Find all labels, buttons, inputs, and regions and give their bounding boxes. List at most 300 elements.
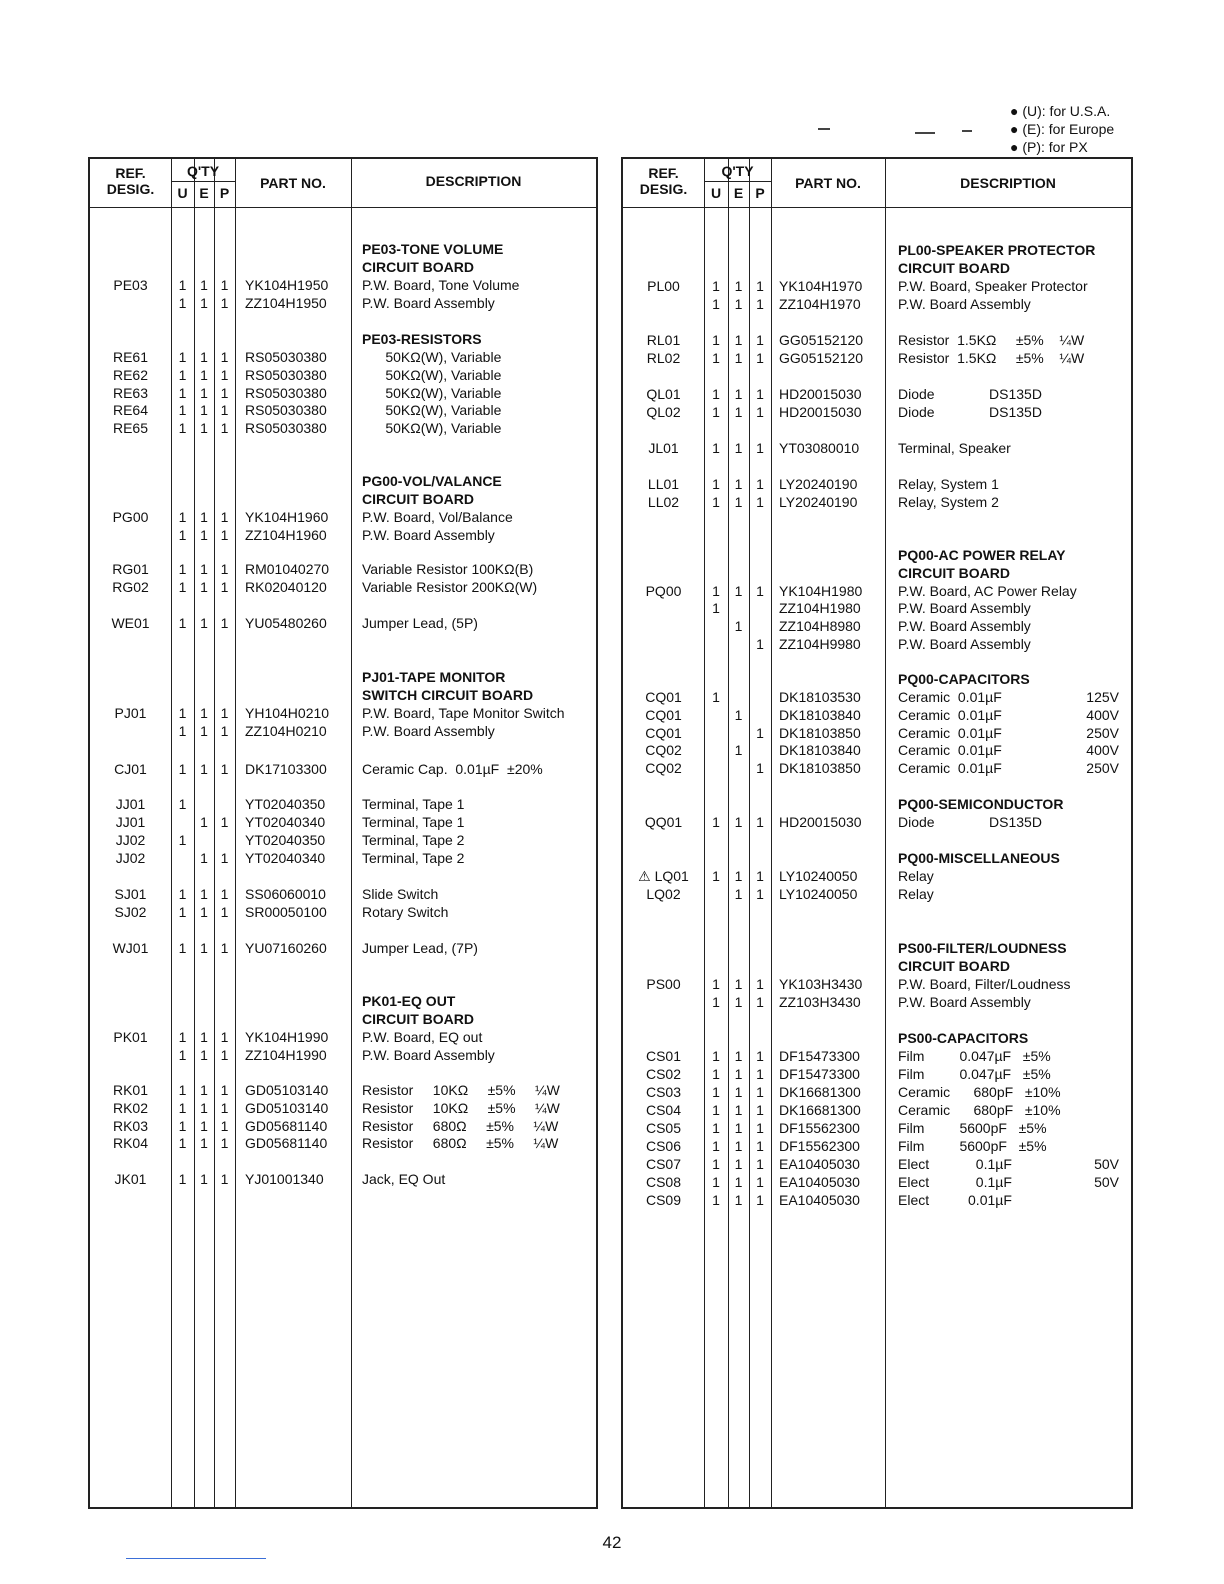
ref-designator: QQ01 <box>644 814 683 830</box>
description: Slide Switch <box>362 886 439 902</box>
qty-p: 1 <box>220 705 229 721</box>
part-number: HD20015030 <box>779 404 862 420</box>
ref-designator: CQ01 <box>645 689 682 705</box>
rating: 50V <box>1094 1156 1119 1172</box>
ref-designator: RE62 <box>112 367 149 383</box>
table-row <box>90 560 596 578</box>
qty-p: 1 <box>220 1029 229 1045</box>
part-no-header: PART NO. <box>260 175 326 191</box>
qty-u: 1 <box>178 1118 187 1134</box>
ref-designator: CS07 <box>645 1156 682 1172</box>
table-row <box>623 403 1131 421</box>
legend-px: ● (P): for PX <box>1010 139 1088 155</box>
qty-u: 1 <box>712 1084 720 1100</box>
ref-desig-header <box>90 165 171 197</box>
table-row <box>623 975 1131 993</box>
part-number: GD05681140 <box>245 1135 328 1151</box>
qty-p: 1 <box>756 476 764 492</box>
description: Jack, EQ Out <box>362 1171 446 1187</box>
description: P.W. Board, Vol/Balance <box>362 509 513 525</box>
ref-designator: RL01 <box>646 332 681 348</box>
qty-p: 1 <box>220 723 229 739</box>
qty-e: 1 <box>200 527 208 543</box>
part-number: DK18103840 <box>779 707 861 723</box>
qty-p: 1 <box>756 1174 764 1190</box>
part-number: YJ01001340 <box>245 1171 324 1187</box>
qty-e: 1 <box>200 1118 208 1134</box>
ref-designator: PG00 <box>112 509 149 525</box>
part-number: ZZ104H1990 <box>245 1047 327 1063</box>
part-number: SR00050100 <box>245 904 327 920</box>
table-row <box>623 1173 1131 1191</box>
part-number: GD05103140 <box>245 1100 329 1116</box>
qty-u: 1 <box>712 296 720 312</box>
part-number: YK104H1970 <box>779 278 863 294</box>
section-heading: CIRCUIT BOARD <box>362 491 474 507</box>
qty-p: 1 <box>756 296 764 312</box>
section-heading: SWITCH CIRCUIT BOARD <box>362 687 534 703</box>
qty-u: 1 <box>178 1082 187 1098</box>
qty-p-header: P <box>219 185 230 201</box>
qty-p: 1 <box>756 386 764 402</box>
description: Terminal, Tape 1 <box>362 814 465 830</box>
table-row <box>623 635 1131 653</box>
ref-designator: CQ02 <box>645 760 682 776</box>
section-heading: PL00-SPEAKER PROTECTOR <box>898 242 1096 258</box>
qty-e: 1 <box>734 404 743 420</box>
rating: 125V <box>1086 689 1119 705</box>
ref-designator: CQ01 <box>645 707 682 723</box>
qty-u: 1 <box>712 994 720 1010</box>
qty-e: 1 <box>200 1100 208 1116</box>
qty-e: 1 <box>734 1192 743 1208</box>
ref-designator: QL01 <box>646 386 681 402</box>
qty-e: 1 <box>734 994 743 1010</box>
ref-designator: CS06 <box>645 1138 682 1154</box>
section-heading-row <box>623 849 1131 867</box>
qty-p: 1 <box>756 1048 764 1064</box>
qty-e: 1 <box>200 509 208 525</box>
rating: 50V <box>1094 1174 1119 1190</box>
table-row <box>90 578 596 596</box>
qty-e: 1 <box>200 705 208 721</box>
section-heading: PQ00-CAPACITORS <box>898 671 1030 687</box>
description-header: DESCRIPTION <box>960 175 1056 191</box>
qty-header: Q'TY <box>721 163 754 179</box>
qty-u: 1 <box>712 440 720 456</box>
qty-u: 1 <box>178 527 187 543</box>
qty-u: 1 <box>712 600 720 616</box>
part-number: SS06060010 <box>245 886 326 902</box>
qty-e: 1 <box>734 976 743 992</box>
part-number: YU07160260 <box>245 940 327 956</box>
qty-e: 1 <box>200 349 208 365</box>
desig-label: DESIG. <box>106 181 155 197</box>
table-row <box>90 348 596 366</box>
qty-u: 1 <box>712 350 720 366</box>
section-heading: PS00-FILTER/LOUDNESS <box>898 940 1067 956</box>
qty-u: 1 <box>712 494 720 510</box>
part-number: ZZ104H1970 <box>779 296 861 312</box>
description: Variable Resistor 200KΩ(W) <box>362 579 538 595</box>
qty-u: 1 <box>712 814 720 830</box>
table-row <box>623 331 1131 349</box>
part-number: DK17103300 <box>245 761 327 777</box>
part-number: HD20015030 <box>779 814 862 830</box>
qty-p: 1 <box>220 1100 229 1116</box>
qty-e: 1 <box>734 742 743 758</box>
description: Rotary Switch <box>362 904 449 920</box>
description: Jumper Lead, (7P) <box>362 940 478 956</box>
qty-e: 1 <box>734 1084 743 1100</box>
qty-divider <box>704 181 771 182</box>
ref-designator: PL00 <box>647 278 680 294</box>
part-number: LY10240050 <box>779 886 858 902</box>
rating: 400V <box>1086 707 1119 723</box>
table-row <box>90 831 596 849</box>
section-heading: CIRCUIT BOARD <box>362 259 474 275</box>
page-number: 42 <box>602 1533 622 1552</box>
qty-p: 1 <box>220 277 229 293</box>
part-number: ZZ104H1980 <box>779 600 861 616</box>
qty-u: 1 <box>178 277 187 293</box>
ref-designator: ⚠ LQ01 <box>638 868 689 884</box>
qty-e: 1 <box>734 1102 743 1118</box>
part-number: DK18103840 <box>779 742 861 758</box>
qty-u: 1 <box>712 332 720 348</box>
qty-u: 1 <box>712 1102 720 1118</box>
qty-p: 1 <box>756 814 764 830</box>
part-number: DF15473300 <box>779 1048 860 1064</box>
section-heading-row <box>90 240 596 258</box>
ref-designator: RK02 <box>112 1100 149 1116</box>
description: P.W. Board Assembly <box>362 723 495 739</box>
qty-e: 1 <box>200 723 208 739</box>
table-row <box>90 1170 596 1188</box>
qty-p: 1 <box>756 1138 764 1154</box>
description: 50KΩ(W), Variable <box>362 367 502 383</box>
description: P.W. Board, AC Power Relay <box>898 583 1077 599</box>
qty-p: 1 <box>220 1118 229 1134</box>
part-number: DF15562300 <box>779 1120 860 1136</box>
qty-p: 1 <box>756 494 764 510</box>
table-row <box>623 599 1131 617</box>
rating: 250V <box>1086 725 1119 741</box>
qty-header: Q'TY <box>186 163 220 179</box>
description: Terminal, Speaker <box>898 440 1011 456</box>
scan-mark <box>818 128 830 130</box>
qty-e: 1 <box>734 868 743 884</box>
qty-p: 1 <box>756 868 764 884</box>
description: 50KΩ(W), Variable <box>362 420 502 436</box>
section-heading: CIRCUIT BOARD <box>898 958 1010 974</box>
ref-designator: RE64 <box>112 402 149 418</box>
description: 50KΩ(W), Variable <box>362 349 502 365</box>
description: Diode DS135D <box>898 814 1042 830</box>
section-heading-row <box>90 258 596 276</box>
ref-designator: RE61 <box>112 349 149 365</box>
ref-designator: JK01 <box>114 1171 147 1187</box>
description: Resistor 680Ω ±5% ¼W <box>362 1118 559 1134</box>
qty-e-header: E <box>199 185 209 201</box>
qty-e: 1 <box>200 886 208 902</box>
part-number: YT02040350 <box>245 796 326 812</box>
table-row <box>623 475 1131 493</box>
qty-p: 1 <box>220 561 229 577</box>
ref-designator: CS01 <box>645 1048 682 1064</box>
section-heading: PQ00-MISCELLANEOUS <box>898 850 1060 866</box>
qty-p: 1 <box>220 420 229 436</box>
part-number: LY20240190 <box>779 494 858 510</box>
section-heading: PJ01-TAPE MONITOR <box>362 669 506 685</box>
ref-designator: LL02 <box>647 494 680 510</box>
qty-u: 1 <box>712 278 720 294</box>
ref-designator: JJ01 <box>115 796 146 812</box>
description: Ceramic 0.01µF <box>898 742 1002 758</box>
part-number: DK16681300 <box>779 1084 861 1100</box>
qty-p: 1 <box>220 940 229 956</box>
table-row <box>623 1119 1131 1137</box>
rating: 400V <box>1086 742 1119 758</box>
part-number: RK02040120 <box>245 579 327 595</box>
part-number: DF15473300 <box>779 1066 860 1082</box>
qty-e: 1 <box>200 367 208 383</box>
section-heading-row <box>623 670 1131 688</box>
part-number: YT02040340 <box>245 850 326 866</box>
qty-u: 1 <box>712 1174 720 1190</box>
qty-p: 1 <box>220 1082 229 1098</box>
qty-p: 1 <box>756 886 764 902</box>
description: Resistor 1.5KΩ ±5% ¼W <box>898 332 1085 348</box>
qty-u: 1 <box>178 832 187 848</box>
qty-p: 1 <box>756 1102 764 1118</box>
ref-designator: PS00 <box>646 976 681 992</box>
table-row <box>90 795 596 813</box>
section-heading: PG00-VOL/VALANCE <box>362 473 502 489</box>
part-number: YK104H1950 <box>245 277 329 293</box>
part-number: ZZ104H9980 <box>779 636 861 652</box>
description: P.W. Board Assembly <box>898 618 1031 634</box>
description: Elect 0.01µF <box>898 1192 1012 1208</box>
table-row <box>90 508 596 526</box>
description: P.W. Board, Filter/Loudness <box>898 976 1071 992</box>
qty-u: 1 <box>178 615 187 631</box>
section-heading-row <box>623 795 1131 813</box>
description: Ceramic 0.01µF <box>898 689 1002 705</box>
table-row <box>623 993 1131 1011</box>
table-row <box>623 385 1131 403</box>
ref-designator: QL02 <box>646 404 681 420</box>
table-row <box>623 1191 1131 1209</box>
description: Resistor 680Ω ±5% ¼W <box>362 1135 559 1151</box>
qty-p: 1 <box>220 1135 229 1151</box>
qty-p: 1 <box>220 295 229 311</box>
table-row <box>90 526 596 544</box>
description: Terminal, Tape 1 <box>362 796 465 812</box>
part-number: YT02040340 <box>245 814 326 830</box>
qty-p: 1 <box>220 402 229 418</box>
qty-u: 1 <box>712 1066 720 1082</box>
ref-designator: LQ02 <box>646 886 681 902</box>
qty-e: 1 <box>734 476 743 492</box>
qty-e: 1 <box>734 296 743 312</box>
qty-e: 1 <box>734 1120 743 1136</box>
qty-e: 1 <box>734 814 743 830</box>
qty-p: 1 <box>756 1192 764 1208</box>
section-heading: PE03-TONE VOLUME <box>362 241 504 257</box>
table-row <box>90 1046 596 1064</box>
qty-e: 1 <box>734 332 743 348</box>
table-row <box>90 1081 596 1099</box>
qty-e: 1 <box>200 1029 208 1045</box>
qty-e: 1 <box>200 561 208 577</box>
table-row <box>90 419 596 437</box>
part-number: YU05480260 <box>245 615 327 631</box>
qty-e: 1 <box>734 886 743 902</box>
qty-p: 1 <box>756 583 764 599</box>
part-number: RS05030380 <box>245 349 327 365</box>
part-number: ZZ104H1960 <box>245 527 327 543</box>
qty-e: 1 <box>734 1066 743 1082</box>
qty-p: 1 <box>756 440 764 456</box>
description: Diode DS135D <box>898 386 1042 402</box>
qty-e: 1 <box>200 1047 208 1063</box>
qty-p: 1 <box>756 636 764 652</box>
qty-e: 1 <box>200 420 208 436</box>
description: Resistor 10KΩ ±5% ¼W <box>362 1082 560 1098</box>
qty-p: 1 <box>220 349 229 365</box>
description: 50KΩ(W), Variable <box>362 402 502 418</box>
ref-label: REF. <box>648 165 679 181</box>
part-number: YH104H0210 <box>245 705 330 721</box>
rating: 250V <box>1086 760 1119 776</box>
qty-e: 1 <box>200 1135 208 1151</box>
part-number: ZZ104H1950 <box>245 295 327 311</box>
description: Film 0.047µF ±5% <box>898 1048 1051 1064</box>
description: P.W. Board, Tone Volume <box>362 277 520 293</box>
qty-p: 1 <box>756 1156 764 1172</box>
section-heading: PQ00-AC POWER RELAY <box>898 547 1066 563</box>
qty-p: 1 <box>756 1120 764 1136</box>
description: Ceramic 0.01µF <box>898 760 1002 776</box>
qty-p: 1 <box>756 976 764 992</box>
ref-designator: CQ02 <box>645 742 682 758</box>
qty-p: 1 <box>220 850 229 866</box>
parts-table-right <box>621 157 1133 1509</box>
ref-desig-header <box>623 165 704 197</box>
ref-designator: RK01 <box>112 1082 149 1098</box>
qty-p: 1 <box>220 615 229 631</box>
table-row <box>90 813 596 831</box>
ref-designator: RE63 <box>112 385 149 401</box>
ref-designator: RG02 <box>112 579 149 595</box>
table-row <box>90 1028 596 1046</box>
part-number: DK18103530 <box>779 689 861 705</box>
part-number: RS05030380 <box>245 367 327 383</box>
description: Ceramic 680pF ±10% <box>898 1102 1061 1118</box>
table-row <box>623 439 1131 457</box>
qty-u: 1 <box>712 1156 720 1172</box>
qty-e: 1 <box>734 583 743 599</box>
scan-mark <box>915 132 935 134</box>
qty-u-header: U <box>710 185 722 201</box>
qty-p: 1 <box>756 332 764 348</box>
part-number: YK103H3430 <box>779 976 863 992</box>
description: Terminal, Tape 2 <box>362 832 465 848</box>
description: Ceramic 0.01µF <box>898 707 1002 723</box>
qty-u: 1 <box>712 404 720 420</box>
part-number: ZZ104H8980 <box>779 618 861 634</box>
description: P.W. Board Assembly <box>898 600 1031 616</box>
part-number: ZZ104H0210 <box>245 723 327 739</box>
qty-u: 1 <box>712 583 720 599</box>
qty-divider <box>171 181 235 182</box>
description: Relay <box>898 886 934 902</box>
description: Elect 0.1µF <box>898 1156 1012 1172</box>
ref-designator: JJ01 <box>115 814 146 830</box>
table-row <box>623 493 1131 511</box>
part-number: LY10240050 <box>779 868 858 884</box>
qty-e: 1 <box>734 1048 743 1064</box>
section-heading-row <box>623 939 1131 957</box>
section-heading-row <box>623 546 1131 564</box>
description: Film 5600pF ±5% <box>898 1120 1047 1136</box>
qty-u: 1 <box>712 976 720 992</box>
table-row <box>623 1083 1131 1101</box>
region-legend <box>1010 102 1114 156</box>
ref-designator: WE01 <box>111 615 150 631</box>
ref-designator: SJ01 <box>114 886 147 902</box>
ref-designator: SJ02 <box>114 904 147 920</box>
qty-u: 1 <box>178 796 187 812</box>
qty-e: 1 <box>200 904 208 920</box>
table-row <box>90 1117 596 1135</box>
qty-e-header: E <box>733 185 744 201</box>
desig-label: DESIG. <box>639 181 688 197</box>
table-row <box>623 617 1131 635</box>
table-row <box>90 1134 596 1152</box>
part-number: GD05103140 <box>245 1082 329 1098</box>
qty-e: 1 <box>200 579 208 595</box>
section-heading-row <box>90 686 596 704</box>
description: Ceramic 680pF ±10% <box>898 1084 1061 1100</box>
qty-u: 1 <box>712 386 720 402</box>
section-heading: PS00-CAPACITORS <box>898 1030 1029 1046</box>
part-number: DK18103850 <box>779 725 861 741</box>
table-row <box>90 849 596 867</box>
ref-designator: CJ01 <box>114 761 147 777</box>
qty-u: 1 <box>178 561 187 577</box>
section-heading-row <box>623 259 1131 277</box>
qty-e: 1 <box>200 814 208 830</box>
section-heading: PE03-RESISTORS <box>362 331 482 347</box>
table-row <box>90 366 596 384</box>
ref-designator: CS02 <box>645 1066 682 1082</box>
qty-p: 1 <box>756 404 764 420</box>
table-row <box>623 813 1131 831</box>
section-heading: PQ00-SEMICONDUCTOR <box>898 796 1064 812</box>
qty-p: 1 <box>220 1047 229 1063</box>
description: Film 0.047µF ±5% <box>898 1066 1051 1082</box>
qty-p: 1 <box>756 278 764 294</box>
description: Variable Resistor 100KΩ(B) <box>362 561 534 577</box>
qty-p: 1 <box>756 760 764 776</box>
ref-designator: LL01 <box>647 476 680 492</box>
description: 50KΩ(W), Variable <box>362 385 502 401</box>
qty-u: 1 <box>178 886 187 902</box>
description: P.W. Board Assembly <box>362 295 495 311</box>
table-row <box>623 724 1131 742</box>
